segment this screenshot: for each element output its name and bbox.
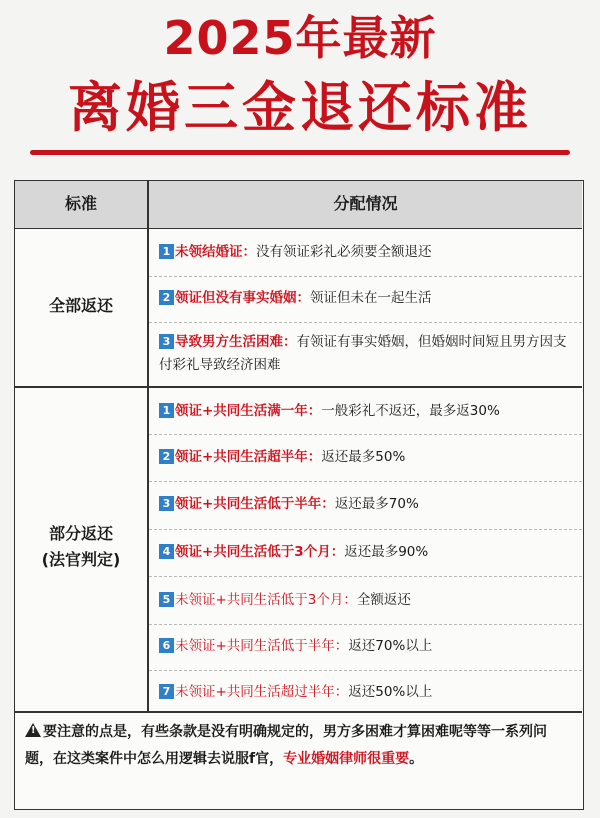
row-separator <box>149 576 582 577</box>
row-separator <box>149 670 582 671</box>
row-separator <box>149 481 582 482</box>
warning-icon <box>25 723 41 737</box>
number-badge: 1 <box>159 244 174 259</box>
number-badge: 4 <box>159 544 174 559</box>
list-item: 3 导致男方生活困难：有领证有事实婚姻，但婚姻时间短且男方因支付彩礼导致经济困难 <box>159 334 567 373</box>
header-standard: 标准 <box>64 194 97 213</box>
title-year: 2025年最新 <box>163 11 437 65</box>
number-badge: 1 <box>159 403 174 418</box>
title-main: 离婚三金退还标准 <box>68 76 532 139</box>
column-divider <box>147 181 149 711</box>
number-badge: 3 <box>159 496 174 511</box>
note-paragraph: !要注意的点是，有些条款是没有明确规定的，男方多困难才算困难呢等等一系列问题，在这类案件中怎么用逻辑去说服f官，专业婚姻律师很重要。 <box>25 719 573 773</box>
list-item: 2 领证+共同生活超半年：返还最多50% <box>159 446 577 469</box>
row-separator <box>149 624 582 625</box>
group-partial-refund-label: 部分返还 (法官判定) <box>41 524 121 569</box>
list-item: 2 领证但没有事实婚姻：领证但未在一起生活 <box>159 287 577 310</box>
number-badge: 3 <box>159 334 174 349</box>
row-separator <box>149 529 582 530</box>
row-separator <box>149 322 582 323</box>
group-full-refund-label: 全部返还 <box>48 296 113 315</box>
number-badge: 7 <box>159 684 174 699</box>
header-allocation: 分配情况 <box>333 194 398 213</box>
list-item: 3 领证+共同生活低于半年：返还最多70% <box>159 493 577 516</box>
number-badge: 2 <box>159 290 174 305</box>
number-badge: 5 <box>159 592 174 607</box>
list-item: 7 未领证+共同生活超过半年：返还50%以上 <box>159 681 577 704</box>
table-header <box>15 181 582 229</box>
number-badge: 2 <box>159 449 174 464</box>
number-badge: 6 <box>159 638 174 653</box>
list-item: 1 领证+共同生活满一年：一般彩礼不返还，最多返30% <box>159 400 577 423</box>
list-item: 4 领证+共同生活低于3个月：返还最多90% <box>159 541 577 564</box>
list-item: 1 未领结婚证：没有领证彩礼必须要全额退还 <box>159 241 577 264</box>
standards-table <box>14 180 584 810</box>
group-divider <box>15 386 582 388</box>
list-item: 6 未领证+共同生活低于半年：返还70%以上 <box>159 635 577 658</box>
table-note-divider <box>15 711 582 713</box>
row-separator <box>149 434 582 435</box>
list-item: 5 未领证+共同生活低于3个月：全额返还 <box>159 589 577 612</box>
title-underline <box>30 150 570 155</box>
row-separator <box>149 276 582 277</box>
